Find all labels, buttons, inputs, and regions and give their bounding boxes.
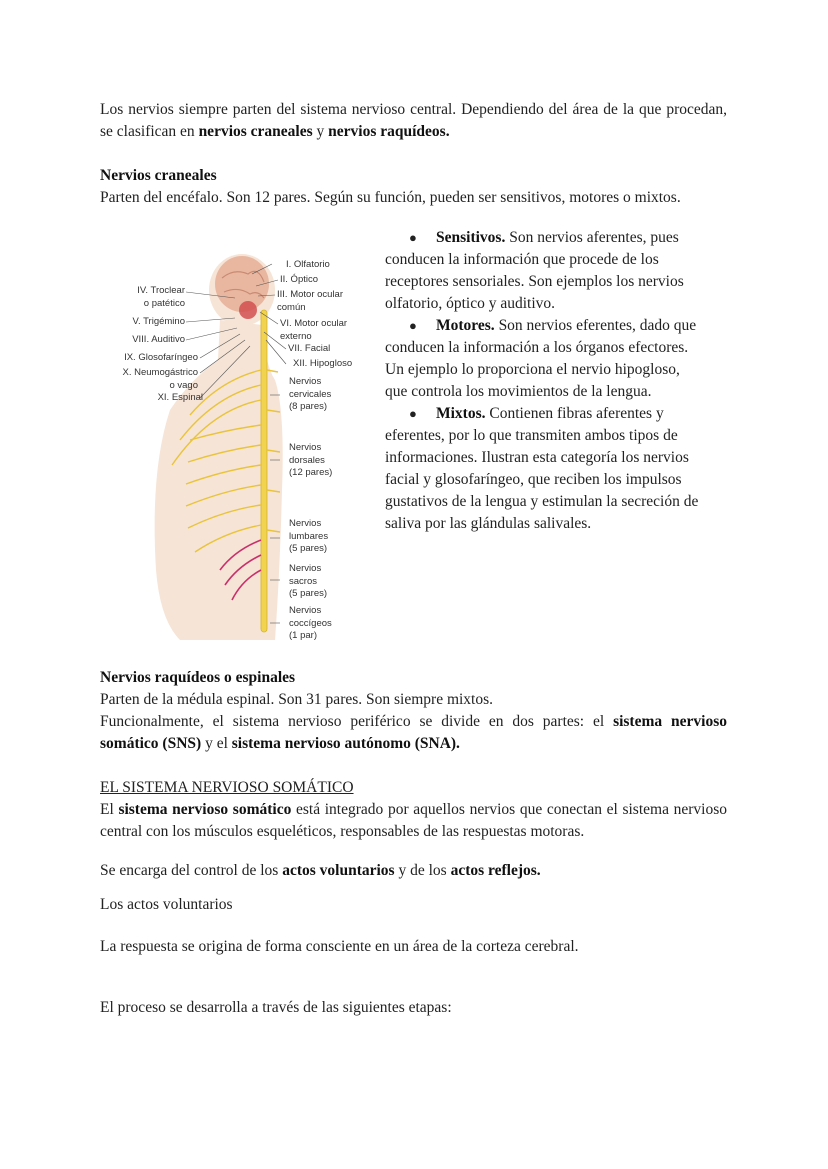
- craneales-text: Parten del encéfalo. Son 12 pares. Según su función, pueden ser sensitivos, motores o mixtos.: [100, 189, 681, 206]
- intro-paragraph: Los nervios siempre parten del sistema nervioso central. Dependiendo del área de la que procedan, se clasifican en nervios craneales y nervios raquídeos.: [100, 101, 727, 140]
- raquideos-line2: Funcionalmente, el sistema nervioso periférico se divide en dos partes: el sistema nervioso somático (SNS) y el sistema nervioso autónomo (SNA).: [100, 713, 727, 752]
- heading-raquideos: Nervios raquídeos o espinales: [100, 669, 296, 686]
- heading-craneales: Nervios craneales: [100, 167, 217, 184]
- somatico-p2: Se encarga del control de los actos voluntarios y de los actos reflejos.: [100, 862, 541, 879]
- spinal-cord: [261, 310, 267, 632]
- label-espinal: XI. Espinal: [157, 392, 203, 403]
- label-motor-ocular-externo: VI. Motor ocular externo: [280, 318, 348, 342]
- intro-bold-craneales: nervios craneales: [198, 123, 313, 140]
- label-facial: VII. Facial: [288, 343, 331, 354]
- label-coccigeos: Nervios coccígeos (1 par): [289, 605, 332, 641]
- label-glosofaringeo: IX. Glosofaríngeo: [124, 352, 198, 363]
- label-dorsales: Nervios dorsales (12 pares): [289, 442, 333, 478]
- label-trigemino: V. Trigémino: [132, 316, 185, 327]
- label-lumbares: Nervios lumbares (5 pares): [289, 518, 329, 554]
- bullet-motores: ● Motores. Son nervios eferentes, dado que conducen la información a los órganos efectores. Un ejemplo lo proporciona el nervio hipogloso, que controla los movimientos de la lengua.: [385, 317, 697, 400]
- nervous-system-figure: [100, 240, 365, 650]
- somatico-p4: La respuesta se origina de forma consciente en un área de la corteza cerebral.: [100, 938, 579, 955]
- label-hipogloso: XII. Hipogloso: [293, 358, 353, 369]
- label-cervicales: Nervios cervicales (8 pares): [289, 376, 332, 412]
- raquideos-line1: Parten de la médula espinal. Son 31 pares. Son siempre mixtos.: [100, 691, 494, 708]
- label-motor-ocular-comun: III. Motor ocular común: [277, 289, 343, 313]
- somatico-p3: Los actos voluntarios: [100, 896, 233, 913]
- bullet-dot: ●: [409, 230, 417, 245]
- bullet-sensitivos: ● Sensitivos. Son nervios aferentes, pues conducen la información que procede de los receptores sensoriales. Son ejemplos los nervios olfatorio, óptico y auditivo.: [385, 229, 684, 312]
- label-olfatorio: I. Olfatorio: [286, 259, 330, 270]
- label-troclear: IV. Troclear o patético: [137, 285, 185, 309]
- intro-bold-raquideos: nervios raquídeos.: [328, 123, 450, 140]
- label-neumogastrico: X. Neumogástrico o vago: [122, 367, 198, 391]
- bullet-mixtos: ● Mixtos. Contienen fibras aferentes y eferentes, por lo que transmiten ambos tipos de informaciones. Ilustran esta categoría los nervios facial y glosofaríngeo, que reciben los impulsos gustativos de la lengua y estimulan la secreción de saliva por las glándulas salivales.: [385, 405, 699, 532]
- bullet-dot: ●: [409, 318, 417, 333]
- somatico-p1: El sistema nervioso somático está integrado por aquellos nervios que conectan el sistema nervioso central con los músculos esqueléticos, responsables de las respuestas motoras.: [100, 801, 727, 840]
- label-sacros: Nervios sacros (5 pares): [289, 563, 328, 599]
- bullet-dot: ●: [409, 406, 417, 421]
- nerve-type-list: [385, 227, 727, 535]
- section-title-somatico: EL SISTEMA NERVIOSO SOMÁTICO: [100, 779, 354, 796]
- label-auditivo: VIII. Auditivo: [132, 334, 185, 345]
- label-optico: II. Óptico: [280, 274, 319, 285]
- somatico-p5: El proceso se desarrolla a través de las siguientes etapas:: [100, 999, 452, 1016]
